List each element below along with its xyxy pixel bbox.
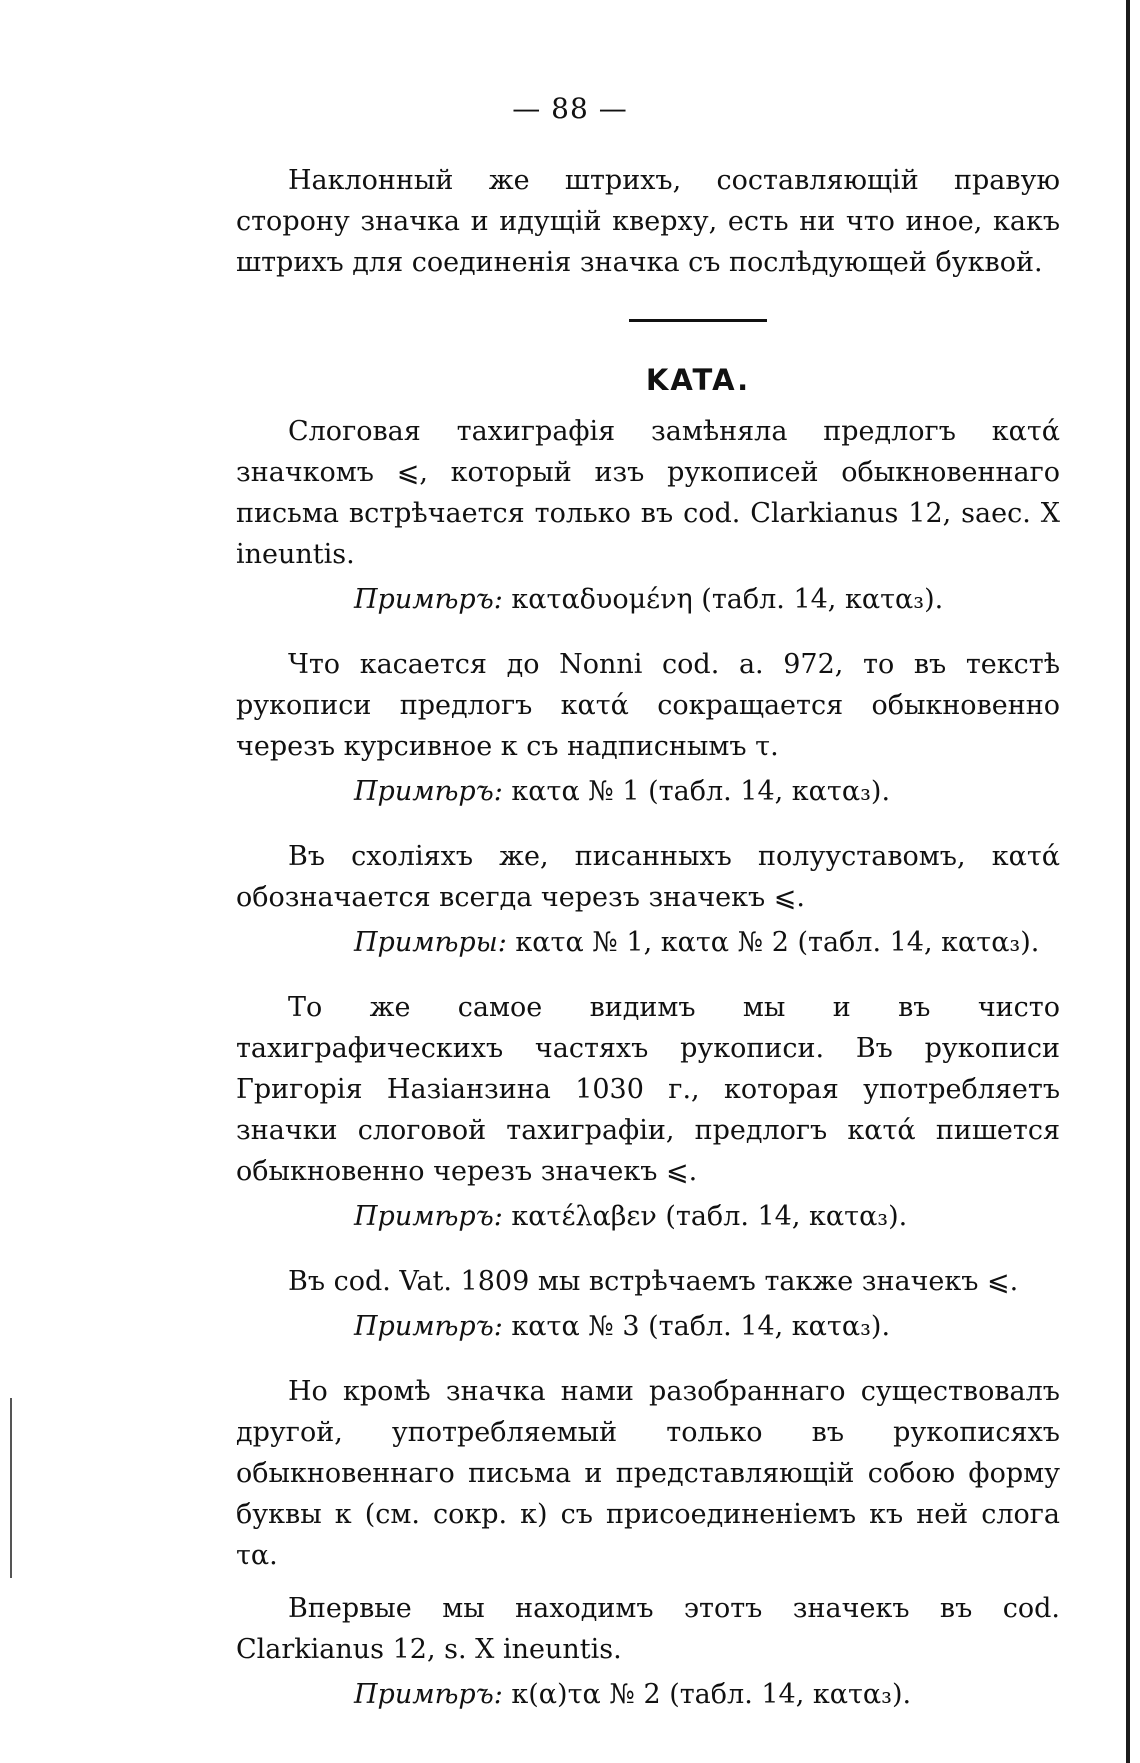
example-text: κατέλαβεν (табл. 14, κατα₃). [502, 1201, 908, 1232]
example-4 [236, 1196, 1060, 1237]
paragraph-5: Въ cod. Vat. 1809 мы встрѣчаемъ также значекъ ⩽. [288, 1266, 1019, 1297]
section-heading: KATA. [645, 363, 751, 397]
example-2 [236, 771, 1060, 812]
example-text: κ(α)τα № 2 (табл. 14, κατα₃). [502, 1679, 912, 1710]
paragraph-3: Въ схоліяхъ же, писанныхъ полууставомъ, κατά обозначается всегда черезъ значекъ ⩽. [236, 841, 1060, 913]
example-1 [236, 579, 1060, 620]
example-3 [236, 922, 1060, 963]
example-text: κατα № 1 (табл. 14, κατα₃). [502, 776, 891, 807]
paragraph-2: Что касается до Nonni cod. a. 972, то въ текстѣ рукописи предлогъ κατά сокращается обыкновенно черезъ курсивное κ съ надписнымъ τ. [236, 649, 1060, 762]
example-label: Примѣръ: [354, 584, 503, 615]
example-label: Примѣръ: [354, 1311, 503, 1342]
example-5 [236, 1306, 1060, 1347]
example-7 [236, 1674, 1060, 1715]
intro-paragraph: Наклонный же штрихъ, составляющій правую сторону значка и идущій кверху, есть ни что иное, какъ штрихъ для соединенія значка съ послѣдующей буквой. [236, 165, 1060, 278]
page-edge-left [10, 1398, 12, 1578]
page-edge-right [1126, 0, 1130, 1763]
example-label: Примѣръ: [354, 1679, 503, 1710]
paragraph-4: То же самое видимъ мы и въ чисто тахиграфическихъ частяхъ рукописи. Въ рукописи Григорія Назіанзина 1030 г., которая употребляетъ значки слоговой тахиграфіи, предлогъ κατά пишется обыкновенно черезъ значекъ ⩽. [236, 992, 1060, 1187]
section-divider [629, 319, 767, 322]
example-text: κατα № 3 (табл. 14, κατα₃). [502, 1311, 891, 1342]
example-text: κατα № 1, κατα № 2 (табл. 14, κατα₃). [506, 927, 1040, 958]
page-number: — 88 — [512, 92, 628, 125]
paragraph-1: Слоговая тахиграфія замѣняла предлогъ κατά значкомъ ⩽, который изъ рукописей обыкновеннаго письма встрѣчается только въ cod. Clarkianus 12, saec. X ineuntis. [236, 416, 1060, 570]
example-label: Примѣръ: [354, 776, 503, 807]
paragraph-7: Впервые мы находимъ этотъ значекъ въ cod. Clarkianus 12, s. X ineuntis. [236, 1593, 1060, 1665]
page-content [236, 160, 1060, 1715]
example-label: Примѣры: [354, 927, 507, 958]
example-label: Примѣръ: [354, 1201, 503, 1232]
paragraph-6: Но кромѣ значка нами разобраннаго существовалъ другой, употребляемый только въ рукописяхъ обыкновеннаго письма и представляющій собою форму буквы κ (см. сокр. κ) съ присоединеніемъ къ ней слога τα. [236, 1376, 1060, 1571]
example-text: καταδυομένη (табл. 14, κατα₃). [502, 584, 944, 615]
